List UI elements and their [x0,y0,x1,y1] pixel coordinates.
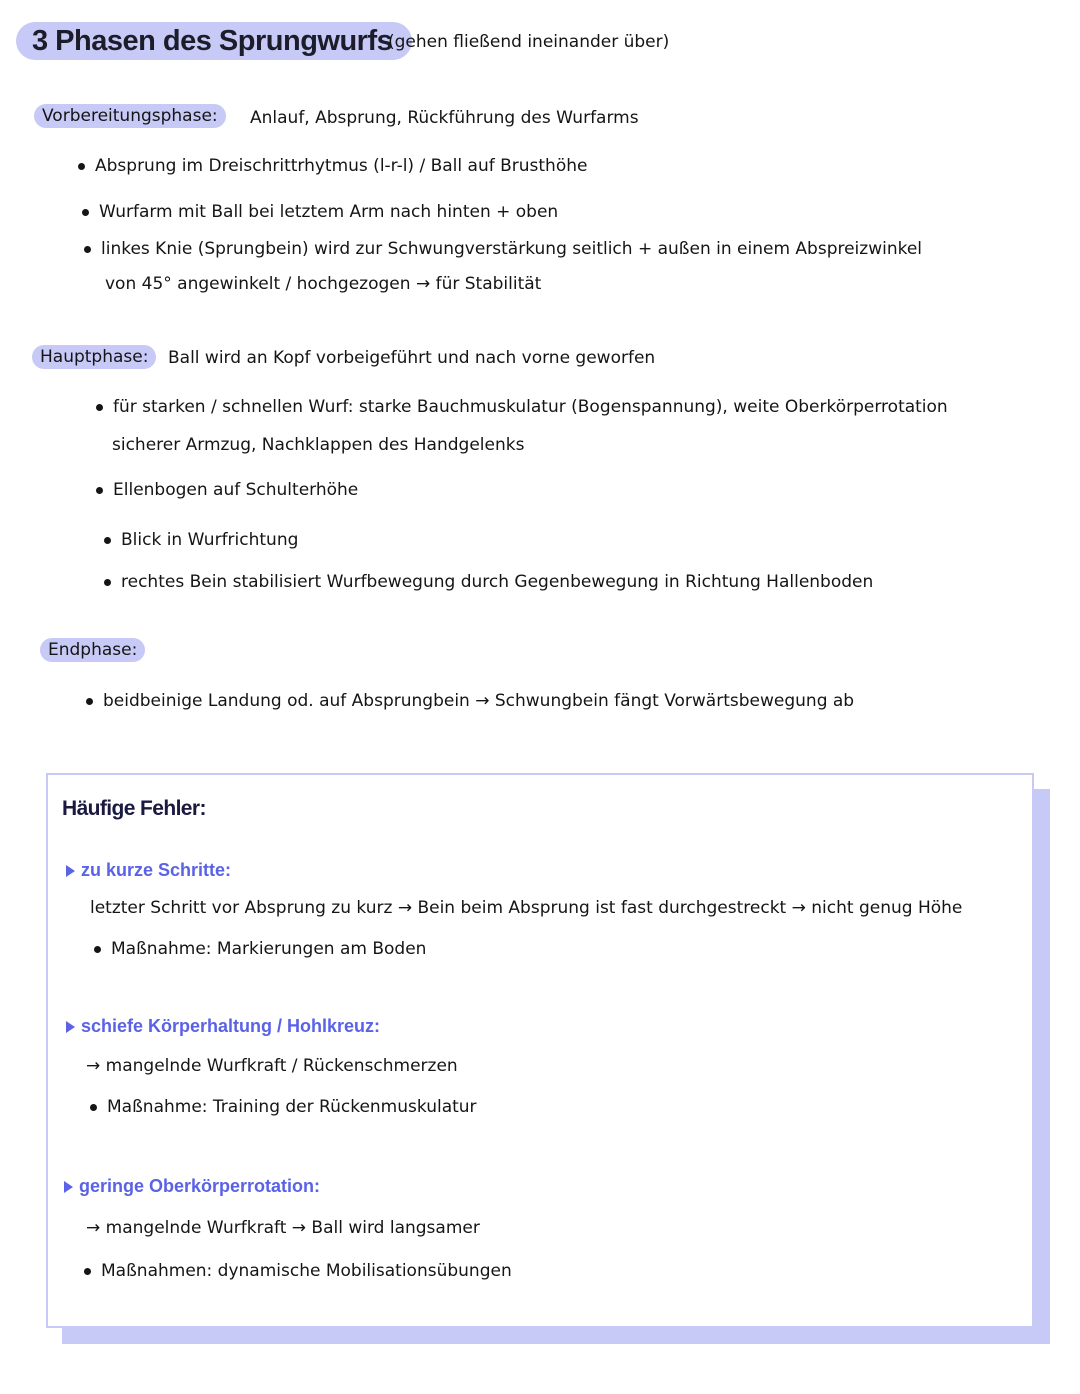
bullet-icon [78,163,85,170]
triangle-right-icon [64,1181,73,1193]
bullet-icon [96,404,103,411]
fehler-box [46,773,1034,1328]
error-line: → mangelnde Wurfkraft → Ball wird langsamer [86,1218,480,1238]
list-item: für starken / schnellen Wurf: starke Bauchmuskulatur (Bogenspannung), weite Oberkörperrotation [96,397,948,417]
bullet-icon [82,209,89,216]
end-label: Endphase: [40,638,145,662]
error-heading: schiefe Körperhaltung / Hohlkreuz: [66,1016,380,1037]
bullet-icon [90,1104,97,1111]
list-item: Maßnahme: Training der Rückenmuskulatur [90,1097,477,1117]
list-item-continuation: sicherer Armzug, Nachklappen des Handgelenks [112,435,525,455]
bullet-icon [84,246,91,253]
bullet-icon [84,1268,91,1275]
vorbereitung-summary: Anlauf, Absprung, Rückführung des Wurfarms [250,108,639,128]
bullet-icon [94,946,101,953]
bullet-icon [104,579,111,586]
list-item: Ellenbogen auf Schulterhöhe [96,480,358,500]
bullet-icon [86,698,93,705]
triangle-right-icon [66,1021,75,1033]
bullet-icon [96,487,103,494]
list-item: Blick in Wurfrichtung [104,530,298,550]
error-heading: geringe Oberkörperrotation: [64,1176,320,1197]
haupt-label: Hauptphase: [32,345,156,369]
list-item: Wurfarm mit Ball bei letztem Arm nach hinten + oben [82,202,558,222]
error-line: → mangelnde Wurfkraft / Rückenschmerzen [86,1056,458,1076]
list-item-continuation: von 45° angewinkelt / hochgezogen → für Stabilität [105,274,542,294]
list-item: linkes Knie (Sprungbein) wird zur Schwungverstärkung seitlich + außen in einem Abspreizwinkel [84,239,922,259]
haupt-summary: Ball wird an Kopf vorbeigeführt und nach vorne geworfen [168,348,656,368]
page-subtitle: (gehen fließend ineinander über) [388,32,670,52]
triangle-right-icon [66,865,75,877]
list-item: rechtes Bein stabilisiert Wurfbewegung durch Gegenbewegung in Richtung Hallenboden [104,572,873,592]
error-line: letzter Schritt vor Absprung zu kurz → Bein beim Absprung ist fast durchgestreckt → nicht genug Höhe [90,898,963,918]
bullet-icon [104,537,111,544]
list-item: Maßnahmen: dynamische Mobilisationsübungen [84,1261,512,1281]
page-title: 3 Phasen des Sprungwurfs [16,22,412,60]
list-item: beidbeinige Landung od. auf Absprungbein → Schwungbein fängt Vorwärtsbewegung ab [86,691,854,711]
list-item: Absprung im Dreischrittrhytmus (l-r-l) / Ball auf Brusthöhe [78,156,587,176]
fehler-title: Häufige Fehler: [62,797,206,820]
error-heading: zu kurze Schritte: [66,860,231,881]
list-item: Maßnahme: Markierungen am Boden [94,939,426,959]
vorbereitung-label: Vorbereitungsphase: [34,104,226,128]
